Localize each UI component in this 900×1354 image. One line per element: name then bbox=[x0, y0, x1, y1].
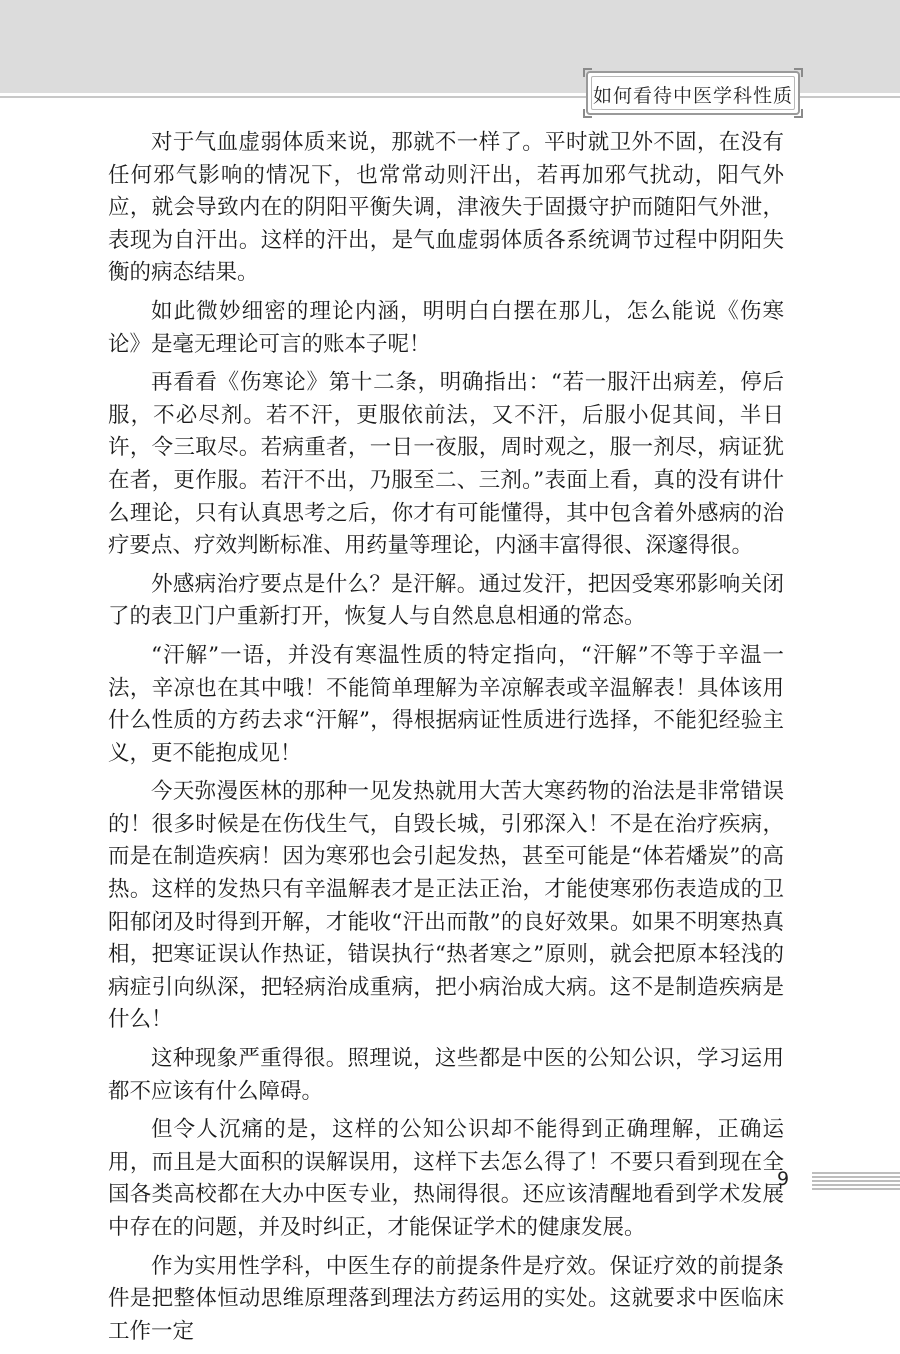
chapter-title: 如何看待中医学科性质 bbox=[592, 85, 793, 107]
ornament-corner-icon bbox=[794, 109, 803, 118]
paragraph: 如此微妙细密的理论内涵，明明白白摆在那儿，怎么能说《伤寒论》是毫无理论可言的账本子呢！ bbox=[108, 298, 784, 357]
ornament-corner-icon bbox=[794, 68, 803, 77]
paragraph: 对于气血虚弱体质来说，那就不一样了。平时就卫外不固，在没有任何邪气影响的情况下，也常常动则汗出，若再加邪气扰动，阳气外应，就会导致内在的阴阳平衡失调，津液失于固摄守护而随阳气外泄，表现为自汗出。这样的汗出，是气血虚弱体质各系统调节过程中阴阳失衡的病态结果。 bbox=[108, 130, 784, 286]
paragraph: 这种现象严重得很。照理说，这些都是中医的公知公识，学习运用都不应该有什么障碍。 bbox=[108, 1046, 784, 1104]
chapter-title-box bbox=[586, 71, 800, 115]
page-number-stripes bbox=[812, 1172, 900, 1190]
ornament-corner-icon bbox=[583, 109, 592, 118]
paragraph: 但令人沉痛的是，这样的公知公识却不能得到正确理解，正确运用，而且是大面积的误解误用，这样下去怎么得了！不要只看到现在全国各类高校都在大办中医专业，热闹得很。还应该清醒地看到学术发展中存在的问题，并及时纠正，才能保证学术的健康发展。 bbox=[108, 1117, 784, 1240]
paragraph: 今天弥漫医林的那种一见发热就用大苦大寒药物的治法是非常错误的！很多时候是在伤伐生气，自毁长城，引邪深入！不是在治疗疾病，而是在制造疾病！因为寒邪也会引起发热，甚至可能是“体若燔炭”的高热。这样的发热只有辛温解表才是正法正治，才能使寒邪伤表造成的卫阳郁闭及时得到开解，才能收“汗出而散”的良好效果。如果不明寒热真相，把寒证误认作热证，错误执行“热者寒之”原则，就会把原本轻浅的病症引向纵深，把轻病治成重病，把小病治成大病。这不是制造疾病是什么！ bbox=[108, 779, 784, 1033]
paragraph: 作为实用性学科，中医生存的前提条件是疗效。保证疗效的前提条件是把整体恒动思维原理落到理法方药运用的实处。这就要求中医临床工作一定 bbox=[108, 1253, 784, 1344]
paragraph: “汗解”一语，并没有寒温性质的特定指向，“汗解”不等于辛温一法，辛凉也在其中哦！不能简单理解为辛凉解表或辛温解表！具体该用什么性质的方药去求“汗解”，得根据病证性质进行选择，不能犯经验主义，更不能抱成见！ bbox=[108, 642, 784, 766]
paragraph: 外感病治疗要点是什么？是汗解。通过发汗，把因受寒邪影响关闭了的表卫门户重新打开，恢复人与自然息息相通的常态。 bbox=[108, 571, 784, 630]
page-number: 9 bbox=[776, 1168, 790, 1190]
ornament-corner-icon bbox=[583, 68, 592, 77]
body-text bbox=[108, 127, 784, 1354]
paragraph: 再看看《伤寒论》第十二条，明确指出：“若一服汗出病差，停后服，不必尽剂。若不汗，更服依前法，又不汗，后服小促其间，半日许，令三取尽。若病重者，一日一夜服，周时观之，服一剂尽，病证犹在者，更作服。若汗不出，乃服至二、三剂。”表面上看，真的没有讲什么理论，只有认真思考之后，你才有可能懂得，其中包含着外感病的治疗要点、疗效判断标准、用药量等理论，内涵丰富得很、深邃得很。 bbox=[108, 370, 784, 559]
